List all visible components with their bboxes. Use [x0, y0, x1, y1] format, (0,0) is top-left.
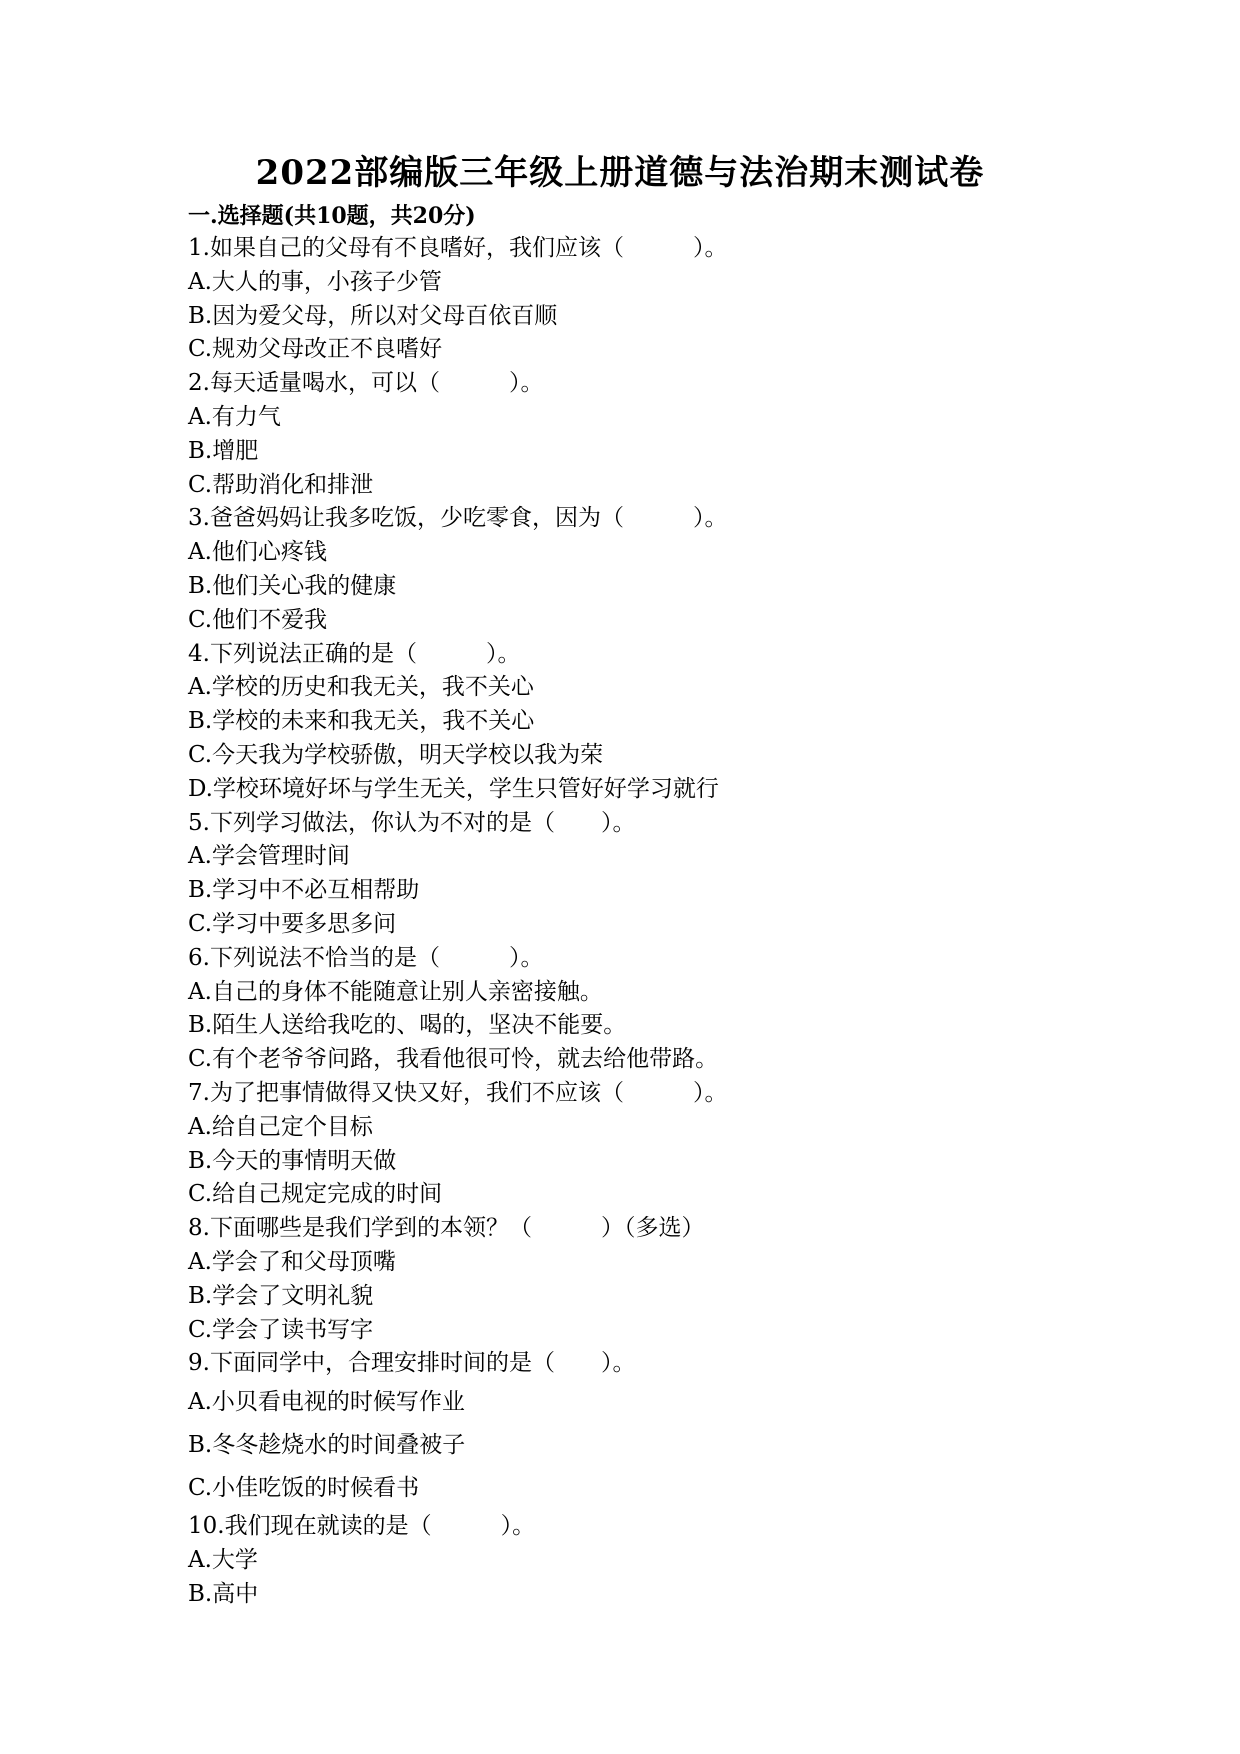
question-9: [188, 1347, 1168, 1510]
question-stem: 10.我们现在就读的是（ ）。: [188, 1513, 536, 1540]
answer-option: A.学校的历史和我无关，我不关心: [188, 674, 534, 701]
answer-option: C.帮助消化和排泄: [188, 471, 374, 498]
question-stem: 9.下面同学中，合理安排时间的是（ ）。: [188, 1350, 636, 1377]
answer-option: B.学校的未来和我无关，我不关心: [188, 708, 535, 735]
answer-option: B.因为爱父母，所以对父母百依百顺: [188, 302, 558, 329]
answer-option: B.学会了文明礼貌: [188, 1282, 374, 1309]
question-stem: 8.下面哪些是我们学到的本领？（ ）（多选）: [188, 1215, 705, 1242]
section-heading: 一.选择题(共10题，共20分): [188, 203, 476, 229]
answer-option: C.规劝父母改正不良嗜好: [188, 336, 443, 363]
question-stem: 3.爸爸妈妈让我多吃饭，少吃零食，因为（ ）。: [188, 505, 728, 532]
answer-option: B.高中: [188, 1580, 259, 1607]
question-stem: 6.下列说法不恰当的是（ ）。: [188, 944, 544, 971]
question-stem: 7.为了把事情做得又快又好，我们不应该（ ）。: [188, 1079, 728, 1106]
answer-option: B.他们关心我的健康: [188, 572, 397, 599]
question-stem: 4.下列说法正确的是（ ）。: [188, 640, 521, 667]
answer-option: B.学习中不必互相帮助: [188, 877, 420, 904]
question-10: [188, 1510, 1168, 1611]
question-7: [188, 1077, 1168, 1212]
question-2: [188, 367, 1168, 502]
answer-option: C.有个老爷爷问路，我看他很可怜，就去给他带路。: [188, 1046, 719, 1073]
question-4: [188, 638, 1168, 807]
question-stem: 1.如果自己的父母有不良嗜好，我们应该（ ）。: [188, 235, 728, 261]
question-stem: 2.每天适量喝水，可以（ ）。: [188, 370, 544, 397]
answer-option: A.学会管理时间: [188, 843, 350, 870]
answer-option: A.他们心疼钱: [188, 539, 327, 566]
answer-option: A.有力气: [188, 403, 281, 430]
answer-option: A.学会了和父母顶嘴: [188, 1248, 396, 1275]
answer-option: A.大人的事，小孩子少管: [188, 268, 442, 295]
question-8: [188, 1212, 1168, 1347]
answer-option: B.今天的事情明天做: [188, 1147, 397, 1174]
answer-option: A.小贝看电视的时候写作业: [188, 1389, 465, 1416]
answer-option: C.给自己规定完成的时间: [188, 1181, 443, 1208]
answer-option: D.学校环境好坏与学生无关，学生只管好好学习就行: [188, 775, 719, 802]
question-3: [188, 502, 1168, 637]
answer-option: B.增肥: [188, 437, 259, 464]
page-title: 2022部编版三年级上册道德与法治期末测试卷: [255, 153, 985, 193]
question-5: [188, 807, 1168, 942]
answer-option: A.大学: [188, 1546, 258, 1573]
answer-option: A.自己的身体不能随意让别人亲密接触。: [188, 978, 603, 1005]
answer-option: C.今天我为学校骄傲，明天学校以我为荣: [188, 741, 604, 768]
answer-option: C.学习中要多思多问: [188, 910, 397, 937]
answer-option: C.小佳吃饭的时候看书: [188, 1475, 420, 1502]
question-6: [188, 942, 1168, 1077]
answer-option: C.他们不爱我: [188, 606, 328, 633]
answer-option: A.给自己定个目标: [188, 1113, 373, 1140]
question-stem: 5.下列学习做法，你认为不对的是（ ）。: [188, 809, 636, 836]
question-1: [188, 232, 1168, 367]
answer-option: B.陌生人送给我吃的、喝的，坚决不能要。: [188, 1012, 627, 1039]
answer-option: C.学会了读书写字: [188, 1316, 374, 1343]
answer-option: B.冬冬趁烧水的时间叠被子: [188, 1432, 466, 1459]
question-list: [188, 232, 1168, 1611]
